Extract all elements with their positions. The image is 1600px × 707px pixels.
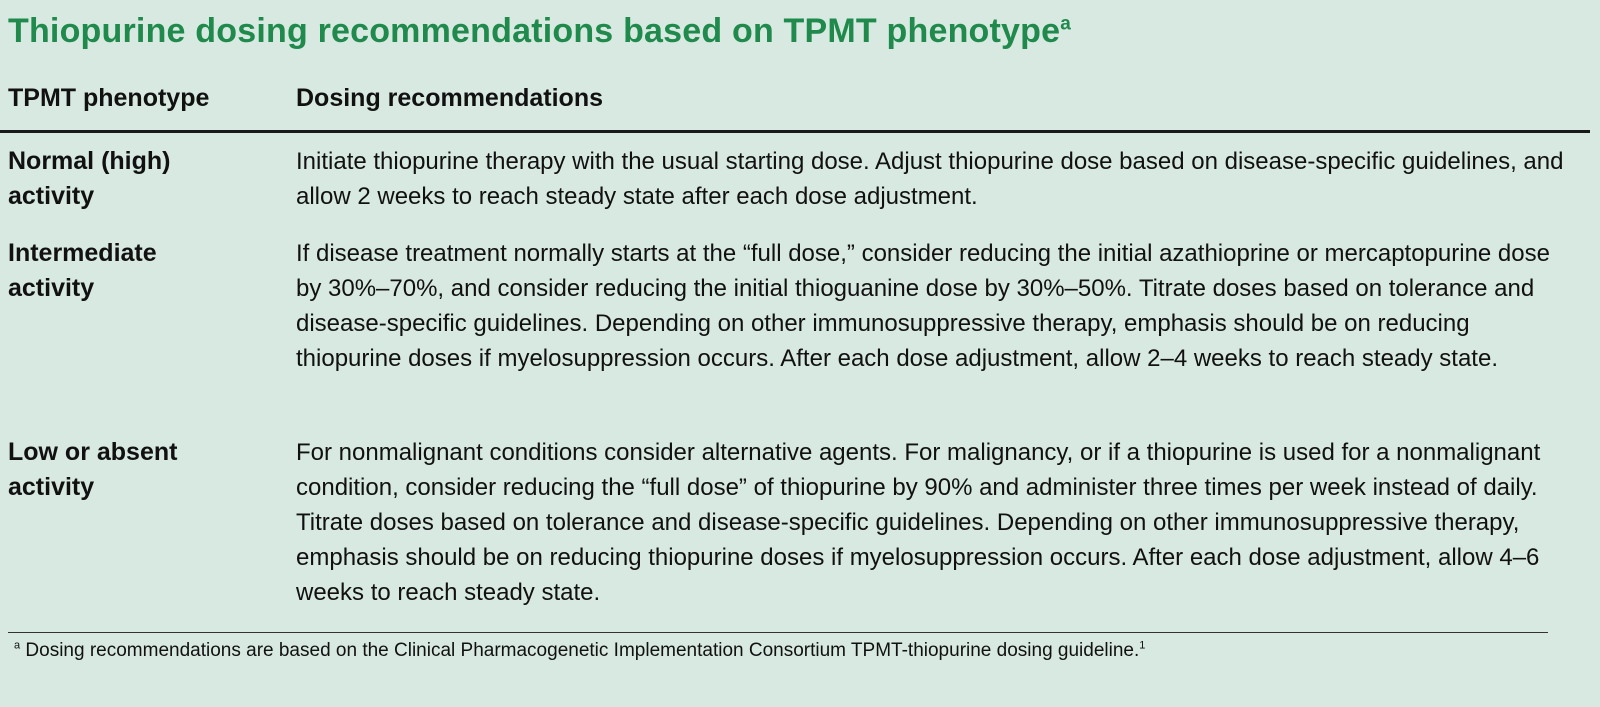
phenotype-line-1: Normal (high) (8, 147, 171, 175)
footnote-reference: 1 (1139, 639, 1146, 652)
dosing-table (0, 78, 1590, 132)
footnote-marker: a (14, 639, 21, 652)
header-dosing-recommendations: Dosing recommendations (296, 84, 603, 112)
row-phenotype-label (8, 435, 278, 505)
row-phenotype-label (8, 144, 278, 214)
phenotype-line-2: activity (8, 274, 95, 302)
row-recommendation: If disease treatment normally starts at the “full dose,” consider reducing the initial azathioprine or mercaptopurine dose by 30%–70%, and consider reducing the initial thioguanine dose by 30%–50%. Titrate doses based on tolerance and disease-specific guidelines. Depending on other immunosuppressive therapy, emphasis should be on reducing thiopurine doses if myelosuppression occurs. After each dose adjustment, allow 2–4 weeks to reach steady state. (296, 240, 1550, 372)
row-recommendation: Initiate thiopurine therapy with the usual starting dose. Adjust thiopurine dose based on disease-specific guidelines, and allow 2 weeks to reach steady state after each dose adjustment. (296, 148, 1564, 210)
row-phenotype-label (8, 236, 278, 306)
row-recommendation: For nonmalignant conditions consider alternative agents. For malignancy, or if a thiopurine is used for a nonmalignant condition, consider reducing the “full dose” of thiopurine by 90% and administer three times per week instead of daily. Titrate doses based on tolerance and disease-specific guidelines. Depending on other immunosuppressive therapy, emphasis should be on reducing thiopurine doses if myelosuppression occurs. After each dose adjustment, allow 4–6 weeks to reach steady state. (296, 439, 1541, 606)
footnote-rule (8, 632, 1548, 633)
phenotype-line-2: activity (8, 473, 95, 501)
phenotype-line-1: Low or absent (8, 438, 178, 466)
header-phenotype: TPMT phenotype (8, 84, 210, 112)
phenotype-line-2: activity (8, 182, 95, 210)
table-header-row (0, 78, 1590, 132)
header-rule (0, 130, 1590, 133)
title-text: Thiopurine dosing recommendations based on TPMT phenotype (8, 12, 1061, 50)
phenotype-line-1: Intermediate (8, 239, 157, 267)
footnote (14, 640, 1145, 662)
title-footnote-marker: a (1060, 13, 1072, 35)
table-title (8, 12, 1071, 51)
footnote-text: Dosing recommendations are based on the Clinical Pharmacogenetic Implementation Consortium TPMT-thiopurine dosing guideline. (25, 640, 1140, 661)
